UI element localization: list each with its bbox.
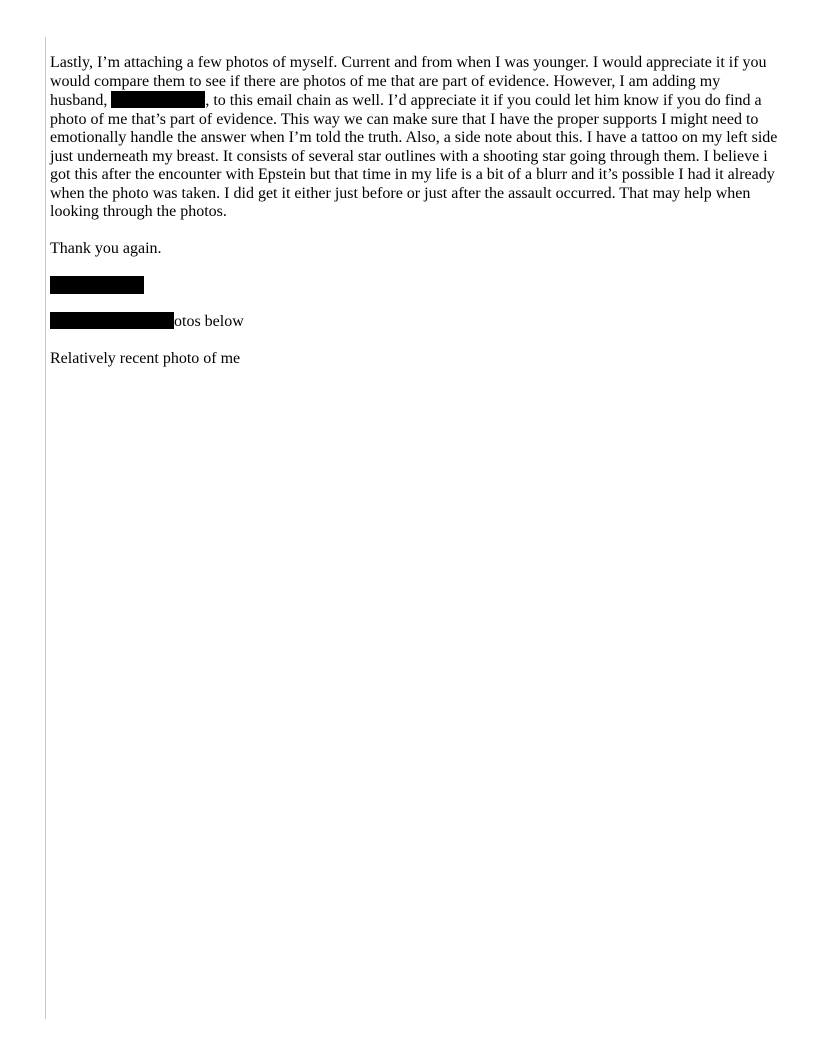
main-paragraph-text-end: , to this email chain as well. I’d appreciate it if you could let him know if you do find a photo of me that’s part of evidence. This way we can make sure that I have the proper supports I might need to emotionally handle the answer when I’m told the truth. Also, a side note about this. I have a tattoo on my left side just underneath my breast. It consists of several star outlines with a shooting star going through them. I believe i got this after the encounter with Epstein but that time in my life is a bit of a blurr and it’s possible I had it already when the photo was taken. I did get it either just before or just after the assault occurred. That may help when looking through the photos.	[50, 92, 778, 220]
photo-caption: Relatively recent photo of me	[50, 349, 241, 367]
signature-line	[50, 276, 778, 294]
photos-line	[50, 312, 778, 332]
redacted-husband-name	[111, 91, 205, 108]
quote-bar	[45, 37, 46, 1019]
redacted-signature	[50, 276, 144, 294]
main-paragraph-text-start: Lastly, I’m attaching a few photos of myself. Current and from when I was younger. I would appreciate it if you would compare them to see if there are photos of me that are part of evidence. However, I am adding my husband,	[50, 54, 767, 109]
email-body	[50, 54, 778, 386]
photos-line-text: otos below	[174, 313, 244, 330]
redacted-photos-text	[50, 312, 174, 329]
main-paragraph	[50, 54, 778, 222]
thanks-line: Thank you again.	[50, 239, 162, 257]
